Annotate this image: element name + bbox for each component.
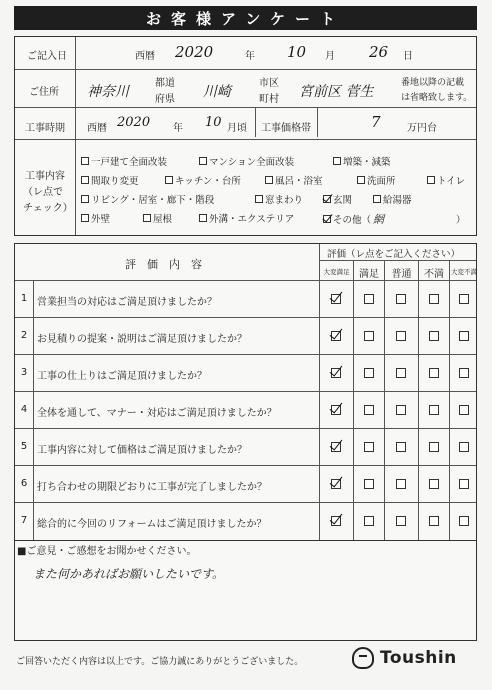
survey-title: お客様アンケート [14, 6, 477, 30]
checkbox[interactable] [81, 157, 89, 165]
rating-checkbox[interactable] [364, 516, 374, 526]
work-item-checked[interactable]: その他（ 網 ） [323, 211, 466, 227]
price-unit: 万円台 [407, 123, 437, 134]
period-label: 工事時期 [25, 123, 65, 134]
question-text: 総合的に今回のリフォームはご満足頂けましたか？ [37, 519, 267, 530]
rating-checkbox[interactable] [364, 368, 374, 378]
rating-head-very-satisfied: 大変満足 [323, 268, 350, 276]
date-month-unit: 月 [325, 51, 335, 62]
checkbox[interactable] [427, 176, 435, 184]
work-item[interactable]: 窓まわり [255, 192, 303, 206]
work-item[interactable]: 外壁 [81, 211, 110, 225]
work-item[interactable]: キッチン・台所 [165, 173, 241, 187]
work-item[interactable]: トイレ [427, 173, 465, 187]
rating-checkbox[interactable] [364, 479, 374, 489]
rating-checkbox-checked[interactable] [331, 368, 341, 378]
rating-checkbox[interactable] [396, 294, 406, 304]
checkbox[interactable] [81, 176, 89, 184]
date-year-value: 2020 [175, 43, 214, 61]
question-text: 営業担当の対応はご満足頂けましたか？ [37, 297, 217, 308]
rating-checkbox-checked[interactable] [331, 516, 341, 526]
work-label-1: 工事内容 [25, 171, 65, 182]
period-year-unit: 年 [173, 123, 183, 134]
work-label-2: （レ点で [23, 187, 63, 198]
work-item[interactable]: 屋根 [143, 211, 172, 225]
checkbox[interactable] [81, 214, 89, 222]
comments-text[interactable]: また何かあればお願いしたいです。 [33, 567, 225, 581]
question-text: 工事内容に対して価格はご満足頂けましたか？ [37, 445, 247, 456]
rating-checkbox[interactable] [364, 405, 374, 415]
rating-checkbox[interactable] [459, 294, 469, 304]
date-label: ご記入日 [27, 51, 67, 62]
checkbox[interactable] [199, 214, 207, 222]
work-item-checked[interactable]: 玄関 [323, 192, 352, 206]
address-note-2: は省略致します。 [401, 93, 473, 103]
rating-checkbox[interactable] [364, 294, 374, 304]
question-text: 工事の仕上りはご満足頂けましたか？ [37, 371, 207, 382]
company-logo [352, 644, 482, 672]
date-year-unit: 年 [245, 51, 255, 62]
city-suffix-2: 町村 [259, 94, 279, 105]
rating-checkbox[interactable] [396, 479, 406, 489]
work-item[interactable]: 給湯器 [373, 192, 412, 206]
rating-checkbox[interactable] [429, 479, 439, 489]
rating-checkbox[interactable] [429, 442, 439, 452]
footer-note: ご回答いただく内容は以上です。ご協力誠にありがとうございました。 [16, 657, 304, 667]
eval-header-left: 評 価 内 容 [125, 258, 202, 271]
rating-checkbox[interactable] [396, 405, 406, 415]
rating-checkbox[interactable] [459, 368, 469, 378]
checkbox[interactable] [333, 157, 341, 165]
checkbox[interactable] [265, 176, 273, 184]
work-item[interactable]: リビング・居室・廊下・階段 [81, 192, 214, 206]
logo-text: Toushin [380, 648, 457, 668]
rating-checkbox-checked[interactable] [331, 405, 341, 415]
rating-head-very-dissatisfied: 大変不満 [451, 268, 477, 276]
question-number: 1 [20, 293, 28, 304]
rating-checkbox[interactable] [429, 405, 439, 415]
period-year-value: 2020 [117, 115, 151, 130]
question-number: 7 [20, 515, 28, 526]
work-label-3: チェック） [23, 203, 73, 214]
house-logo-icon [352, 647, 374, 669]
rating-checkbox[interactable] [429, 516, 439, 526]
checkbox[interactable] [357, 176, 365, 184]
eval-header-right: 評価（レ点をご記入ください） [327, 249, 461, 260]
rating-checkbox[interactable] [459, 479, 469, 489]
rating-checkbox[interactable] [396, 516, 406, 526]
prefecture-value: 神奈川 [87, 84, 129, 100]
price-label: 工事価格帯 [261, 123, 311, 134]
rating-checkbox-checked[interactable] [331, 442, 341, 452]
rating-head-dissatisfied: 不満 [424, 269, 444, 280]
period-month-value: 10 [205, 115, 222, 130]
rating-checkbox-checked[interactable] [331, 479, 341, 489]
city-suffix-1: 市区 [259, 78, 279, 89]
work-item[interactable]: 外溝・エクステリア [199, 211, 294, 225]
rating-checkbox[interactable] [396, 331, 406, 341]
rating-checkbox-checked[interactable] [331, 294, 341, 304]
checkbox-checked[interactable] [323, 195, 331, 203]
question-number: 2 [20, 330, 28, 341]
rating-head-satisfied: 満足 [359, 269, 379, 280]
work-item[interactable]: 洗面所 [357, 173, 396, 187]
question-number: 5 [20, 441, 28, 452]
question-text: お見積りの提案・説明はご満足頂けましたか？ [37, 334, 247, 345]
info-table [14, 36, 477, 236]
work-item[interactable]: 間取り変更 [81, 173, 139, 187]
rating-checkbox[interactable] [396, 442, 406, 452]
work-item[interactable]: 一戸建て全面改装 [81, 154, 167, 168]
rating-checkbox[interactable] [459, 442, 469, 452]
question-number: 4 [20, 404, 28, 415]
date-day-unit: 日 [403, 51, 413, 62]
rating-checkbox[interactable] [429, 294, 439, 304]
checkbox[interactable] [165, 176, 173, 184]
date-month-value: 10 [287, 43, 307, 61]
rating-checkbox[interactable] [459, 516, 469, 526]
question-text: 全体を通して、マナー・対応はご満足頂けましたか？ [37, 408, 277, 419]
date-day-value: 26 [369, 43, 389, 61]
rating-checkbox[interactable] [396, 368, 406, 378]
rating-checkbox[interactable] [429, 331, 439, 341]
checkbox[interactable] [199, 157, 207, 165]
address-label: ご住所 [29, 87, 59, 98]
checkbox[interactable] [373, 195, 381, 203]
checkbox-checked[interactable] [323, 215, 331, 223]
period-month-unit: 月頃 [227, 123, 247, 134]
comments-box [14, 541, 477, 641]
question-number: 3 [20, 367, 28, 378]
question-text: 打ち合わせの期限どおりに工事が完了しましたか？ [37, 482, 267, 493]
other-handwritten: 網 [373, 213, 385, 226]
rating-checkbox-checked[interactable] [331, 331, 341, 341]
town-value: 宮前区 菅生 [299, 84, 374, 100]
rating-checkbox[interactable] [459, 405, 469, 415]
period-era: 西暦 [87, 123, 107, 134]
rating-checkbox[interactable] [429, 368, 439, 378]
question-number: 6 [20, 478, 28, 489]
work-item[interactable]: 風呂・浴室 [265, 173, 323, 187]
checkbox[interactable] [255, 195, 263, 203]
date-era: 西暦 [135, 51, 155, 62]
checkbox[interactable] [143, 214, 151, 222]
address-note-1: 番地以降の記載 [401, 78, 465, 88]
city-value: 川崎 [203, 84, 231, 100]
rating-checkbox[interactable] [364, 442, 374, 452]
work-item[interactable]: マンション全面改装 [199, 154, 294, 168]
evaluation-table [14, 243, 477, 541]
checkbox[interactable] [81, 195, 89, 203]
comments-label: ■ご意見・ご感想をお聞かせください。 [17, 546, 197, 557]
pref-suffix-2: 府県 [155, 94, 175, 105]
rating-checkbox[interactable] [364, 331, 374, 341]
pref-suffix-1: 都道 [155, 78, 175, 89]
rating-checkbox[interactable] [459, 331, 469, 341]
price-value: 7 [371, 113, 381, 131]
work-item[interactable]: 増築・減築 [333, 154, 391, 168]
rating-head-neutral: 普通 [391, 269, 412, 280]
